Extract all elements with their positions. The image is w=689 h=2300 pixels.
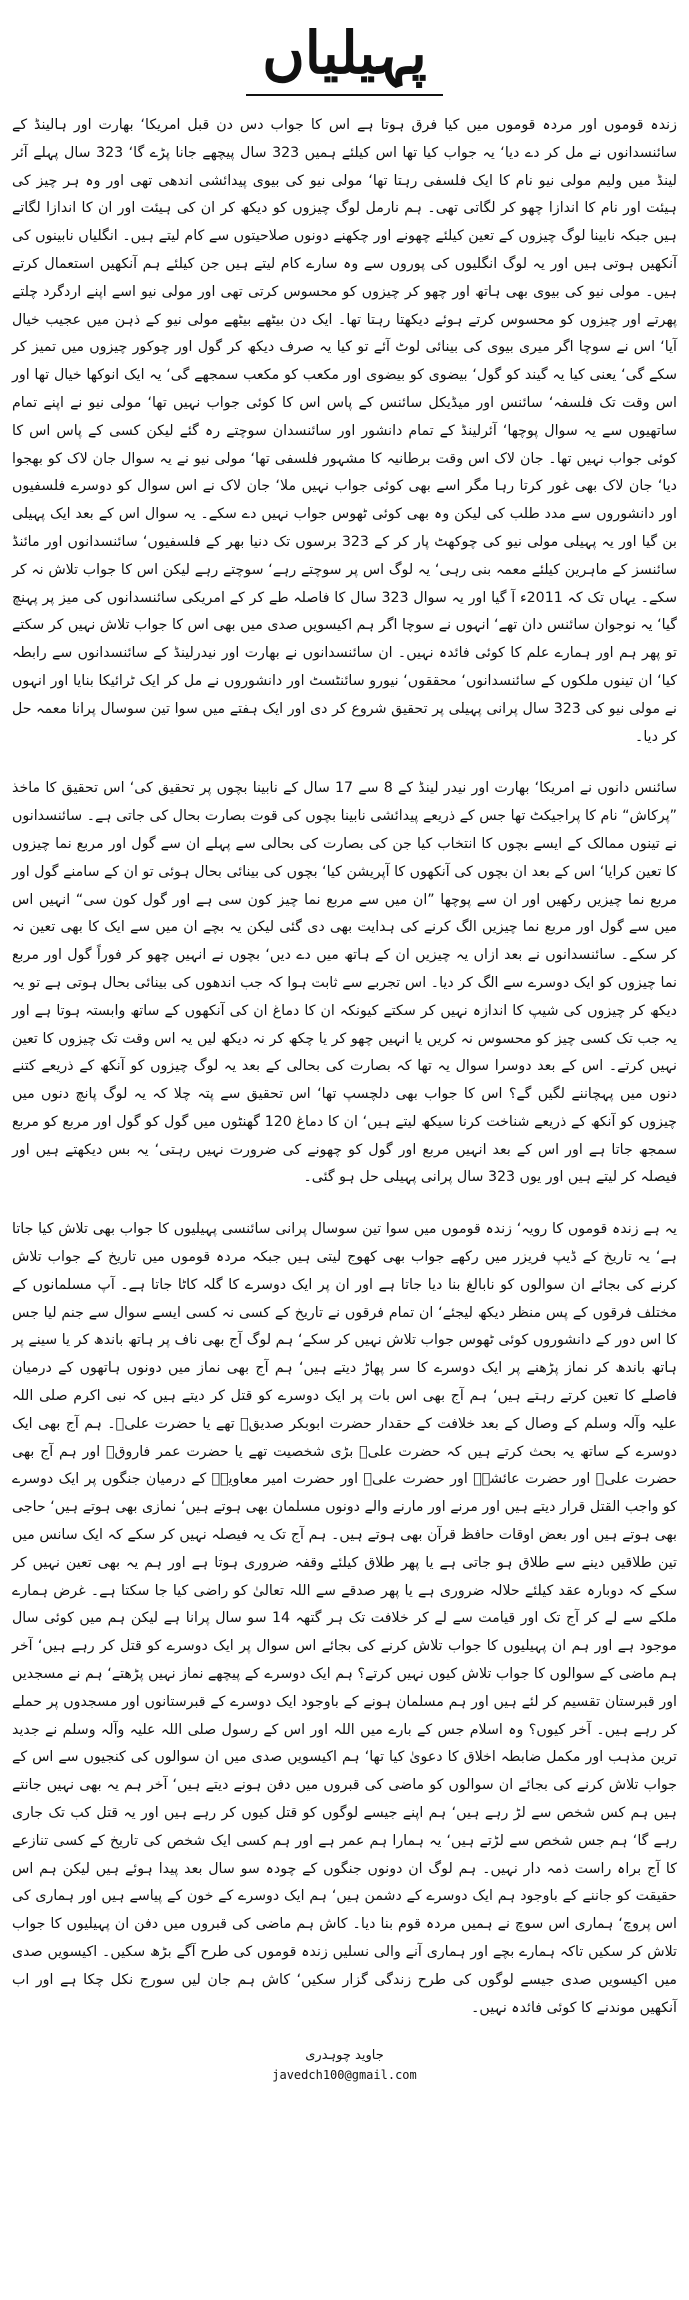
paragraph-1: زندہ قوموں اور مردہ قوموں میں کیا فرق ہوتا ہے اس کا جواب دس دن قبل امریکا‘ بھارت اور ہالینڈ کے سائنسدانوں نے مل کر دے دیا‘ یہ جواب کیا تھا اس کیلئے ہمیں 323 سال پیچھے جانا پڑے گا‘ 323 سال پہلے آئر لینڈ میں ولیم مولی نیو نام کا ایک فلسفی رہتا تھا‘ مولی نیو کی بیوی پیدائشی اندھی تھی اور وہ ہر چیز کی ہیئت اور نام کا اندازا چھو کر لگاتی تھی۔ ہم نارمل لوگ چیزوں کو دیکھ کر ان کی ہیئت اور ان کا اندازا لگاتے ہیں جبکہ نابینا لوگ چیزوں کے تعین کیلئے چھونے اور چکھنے دونوں صلاحیتوں سے کام لیتے ہیں۔ انگلیاں نابینوں کی آنکھیں ہوتی ہیں اور یہ لوگ انگلیوں کی پوروں سے وہ سارے کام لیتے ہیں جن کیلئے ہم آنکھیں استعمال کرتے ہیں۔ مولی نیو کی بیوی بھی ہاتھ اور چھو کر چیزوں کو محسوس کرتی تھی اور مولی نیو اسے اپنے اردگرد چلتے پھرتے اور چیزوں کو محسوس کرتے ہوئے دیکھتا رہتا تھا۔ ایک دن بیٹھے بیٹھے مولی نیو کے ذہن میں عجیب خیال آیا‘ اس نے سوچا اگر میری بیوی کی بینائی لوٹ آئے تو کیا یہ صرف دیکھ کر گول اور چوکور چیزوں میں تمیز کر سکے گی‘ یعنی کیا یہ گیند کو گول‘ بیضوی کو بیضوی اور مکعب کو مکعب سمجھے گی‘ یہ ایک انوکھا خیال تھا اور اس وقت تک فلسفہ‘ سائنس اور میڈیکل سائنس کے پاس اس کا کوئی جواب نہیں تھا‘ مولی نیو نے اپنے تمام ساتھیوں سے یہ سوال پوچھا‘ آئرلینڈ کے تمام دانشور اور سائنسدان سوچتے رہ گئے لیکن کسی کے پاس اس کا کوئی جواب نہیں تھا۔ جان لاک اس وقت برطانیہ کا مشہور فلسفی تھا‘ مولی نیو نے یہ سوال جان لاک کو بھجوا دیا‘ جان لاک بھی غور کرتا رہا مگر اسے بھی کوئی جواب نہیں ملا‘ جان لاک نے اس سوال کو دوسرے فلسفیوں اور دانشوروں سے مدد طلب کی لیکن وہ بھی کوئی ٹھوس جواب نہیں دے سکے۔ یہ سوال اس کے بعد ایک پہیلی بن گیا اور یہ پہیلی مولی نیو کی چوکھٹ پار کر کے 323 برسوں تک دنیا بھر کے فلسفیوں‘ سائنسدانوں اور مائنڈ سائنسز کے ماہرین کیلئے معمہ بنی رہی‘ یہ لوگ اس پر سوچتے رہے‘ سوچتے رہے لیکن اس کا جواب تلاش نہ کر سکے۔ یہاں تک کہ 2011ء آ گیا اور یہ سوال 323 سال کا فاصلہ طے کر کے امریکی سائنسدانوں کی میز پر پہنچ گیا‘ یہ نوجوان سائنس دان تھے‘ انہوں نے سوچا اگر ہم اکیسویں صدی میں بھی اس کا جواب تلاش نہیں کر سکتے تو پھر ہم اور ہمارے علم کا کوئی فائدہ نہیں۔ ان سائنسدانوں نے بھارت اور نیدرلینڈ کے سائنسدانوں سے رابطہ کیا‘ ان تینوں ملکوں کے سائنسدانوں‘ محققوں‘ نیورو سائنٹسٹ اور دانشوروں نے مل کر ایک ٹرائیکا بنایا اور انہوں نے مولی نیو کی 323 سال پرانی پہیلی پر تحقیق شروع کر دی اور ایک ہفتے میں سوا تین سوسال پرانا معمہ حل کر دیا۔ [12, 117, 678, 745]
paragraph-3: یہ ہے زندہ قوموں کا رویہ‘ زندہ قوموں میں سوا تین سوسال پرانی سائنسی پہیلیوں کا جواب بھی تلاش کیا جاتا ہے‘ یہ تاریخ کے ڈیپ فریزر میں رکھے جواب بھی کھوج لیتی ہیں جبکہ مردہ قوموں میں تاریخ کے جواب تلاش کرنے کی بجائے ان سوالوں کو نابالغ بنا دیا جاتا ہے اور ان پر ایک دوسرے کا گلہ کاٹا جاتا ہے۔ آپ مسلمانوں کے مختلف فرقوں کے پس منظر دیکھ لیجئے‘ ان تمام فرقوں نے تاریخ کے کسی نہ کسی ایسے سوال سے جنم لیا جس کا اس دور کے دانشوروں کوئی ٹھوس جواب تلاش نہیں کر سکے‘ ہم لوگ آج بھی ناف پر ہاتھ باندھ کر یا سینے پر ہاتھ باندھ کر نماز پڑھنے پر ایک دوسرے کا سر پھاڑ دیتے ہیں‘ ہم آج بھی نماز میں دونوں ہاتھوں کے درمیان فاصلے کا تعین کرتے رہتے ہیں‘ ہم آج بھی اس بات پر ایک دوسرے کو قتل کر دیتے ہیں کہ نبی اکرم صلی اللہ علیہ وآلہ وسلم کے وصال کے بعد خلافت کے حقدار حضرت ابوبکر صدیقؓ تھے یا حضرت علیؓ۔ ہم آج بھی ایک دوسرے کے ساتھ یہ بحث کرتے ہیں کہ حضرت علیؓ بڑی شخصیت تھے یا حضرت عمر فاروقؓ اور ہم آج بھی حضرت علیؓ اور حضرت عائشہؓ اور حضرت علیؓ اور حضرت امیر معاویہؓ کے درمیان جنگوں پر ایک دوسرے کو واجب القتل قرار دیتے ہیں اور مرنے اور مارنے والے دونوں مسلمان بھی ہوتے ہیں‘ نمازی بھی ہوتے ہیں‘ حاجی بھی ہوتے ہیں اور بعض اوقات حافظ قرآن بھی ہوتے ہیں۔ ہم آج تک یہ فیصلہ نہیں کر سکے کہ ایک سانس میں تین طلاقیں دینے سے طلاق ہو جاتی ہے یا پھر طلاق کیلئے وقفہ ضروری ہوتا ہے اور ہم یہ بھی تعین نہیں کر سکے کہ دوبارہ عقد کیلئے حلالہ ضروری ہے یا پھر صدقے سے اللہ تعالیٰ کو راضی کیا جا سکتا ہے۔ غرض ہمارے ملکے سے لے کر آج تک اور قیامت سے لے کر خلافت تک ہر گتھہ 14 سو سال پرانا ہے لیکن ہم میں کوئی سال موجود ہے اور ہم ان پہیلیوں کا جواب تلاش کرنے کی بجائے اس سوال پر ایک دوسرے کو قتل کر رہے ہیں‘ آخر ہم ماضی کے سوالوں کا جواب تلاش کیوں نہیں کرتے؟ ہم ایک دوسرے کے پیچھے نماز نہیں پڑھتے‘ ہم نے مسجدیں اور قبرستان تقسیم کر لئے ہیں اور ہم مسلمان ہونے کے باوجود ایک دوسرے کے قبرستانوں اور مسجدوں پر حملے کر رہے ہیں۔ آخر کیوں؟ وہ اسلام جس کے بارے میں اللہ اور اس کے رسول صلی اللہ علیہ وآلہ وسلم نے جدید ترین مذہب اور مکمل ضابطہ اخلاق کا دعویٰ کیا تھا‘ ہم اکیسویں صدی میں ان سوالوں کی کنجیوں سے اس کے جواب تلاش کرنے کی بجائے ان سوالوں کو ماضی کی قبروں میں دفن ہونے دیتے ہیں‘ آخر ہم یہ بھی نہیں جانتے ہیں ہم کس شخص سے لڑ رہے ہیں‘ ہم اپنے جیسے لوگوں کو قتل کیوں کر رہے ہیں اور یہ قتل کب تک جاری رہے گا‘ ہم جس شخص سے لڑتے ہیں‘ یہ ہمارا ہم عمر ہے اور ہم کسی ایک شخص کی تاریخ کے کسی تنازعے کا آج براہ راست ذمہ دار نہیں۔ ہم لوگ ان دونوں جنگوں کے چودہ سو سال بعد پیدا ہوئے ہیں لیکن ہم اس حقیقت کو جاننے کے باوجود ہم ایک دوسرے کے دشمن ہیں‘ ہم ایک دوسرے کے خون کے پیاسے ہیں اور ہماری کی اس پروچ‘ ہماری اس سوچ نے ہمیں مردہ قوم بنا دیا۔ کاش ہم ماضی کی قبروں میں دفن ان پہیلیوں کا جواب تلاش کر سکیں تاکہ ہمارے بچے اور ہماری آنے والی نسلیں زندہ قوموں کی طرح آگے بڑھ سکیں۔ اکیسویں صدی میں اکیسویں صدی جیسے لوگوں کی طرح زندگی گزار سکیں‘ کاش ہم جان لیں سورج نکل چکا ہے اور اب آنکھیں موندنے کا کوئی فائدہ نہیں۔ [12, 1221, 677, 2016]
column-body [12, 112, 677, 2022]
column-title: پہیلیاں [246, 18, 443, 96]
author-email: javedch100@gmail.com [272, 2068, 417, 2083]
author-name: جاوید چوہدری [305, 2048, 384, 2064]
title-area [12, 18, 677, 96]
paragraph-2: سائنس دانوں نے امریکا‘ بھارت اور نیدر لینڈ کے 8 سے 17 سال کے نابینا بچوں پر تحقیق کی‘ اس تحقیق کا ماخذ ”پرکاش“ نام کا پراجیکٹ تھا جس کے ذریعے پیدائشی نابینا بچوں کی قوت بصارت بحال کی جاتی ہے۔ سائنسدانوں نے تینوں ممالک کے ایسے بچوں کا انتخاب کیا جن کی بصارت کی بحالی سے پہلے ان سے گول اور مربع نما چیزوں کا تعین کرایا‘ اس کے بعد ان بچوں کی آنکھوں کا آپریشن کیا‘ بچوں کی بینائی بحال ہوئی تو ان کے سامنے گول اور مربع نما چیزیں رکھیں اور ان سے پوچھا ”ان میں سے مربع نما چیز کون سی ہے اور گول کون سی“ انہیں اس میں سے گول اور مربع نما چیزیں الگ کرنے کی ہدایت بھی دی گئی لیکن یہ بچے ان میں سے ایک کا بھی تعین نہ کر سکے۔ سائنسدانوں نے بعد ازاں یہ چیزیں ان کے ہاتھ میں دے دیں‘ بچوں نے انہیں چھو کر فوراً گول اور مربع نما چیزوں کو ایک دوسرے سے الگ کر دیا۔ اس تجربے سے ثابت ہوا کہ جب اندھوں کی بینائی بحال ہوتی ہے تو یہ دیکھ کر چیزوں کی شیپ کا اندازہ نہیں کر سکتے کیونکہ ان کا دماغ ان کی آنکھوں کے ساتھ وابستہ ہوتا ہے اور یہ جب تک کسی چیز کو محسوس نہ کریں یا انہیں چھو کر یا چکھ کر نہ دیکھ لیں یہ اس وقت تک چیزوں کا تعین نہیں کرتے۔ اس کے بعد دوسرا سوال یہ تھا کہ بصارت کی بحالی کے بعد یہ لوگ چیزوں کو آنکھ کے ذریعے کتنے دنوں میں پہچاننے لگیں گے؟ اس کا جواب بھی دلچسپ تھا‘ اس تحقیق سے پتہ چلا کہ یہ لوگ پانچ دنوں میں چیزوں کو آنکھ کے ذریعے شناخت کرنا سیکھ لیتے ہیں‘ ان کا دماغ 120 گھنٹوں میں گول کو گول اور مربع کو مربع سمجھ جاتا ہے اور اس کے بعد انہیں مربع اور گول کو چھونے کی ضرورت نہیں رہتی‘ یہ بس دیکھتے ہیں اور فیصلہ کر لیتے ہیں اور یوں 323 سال پرانی پہیلی حل ہو گئی۔ [12, 780, 678, 1186]
